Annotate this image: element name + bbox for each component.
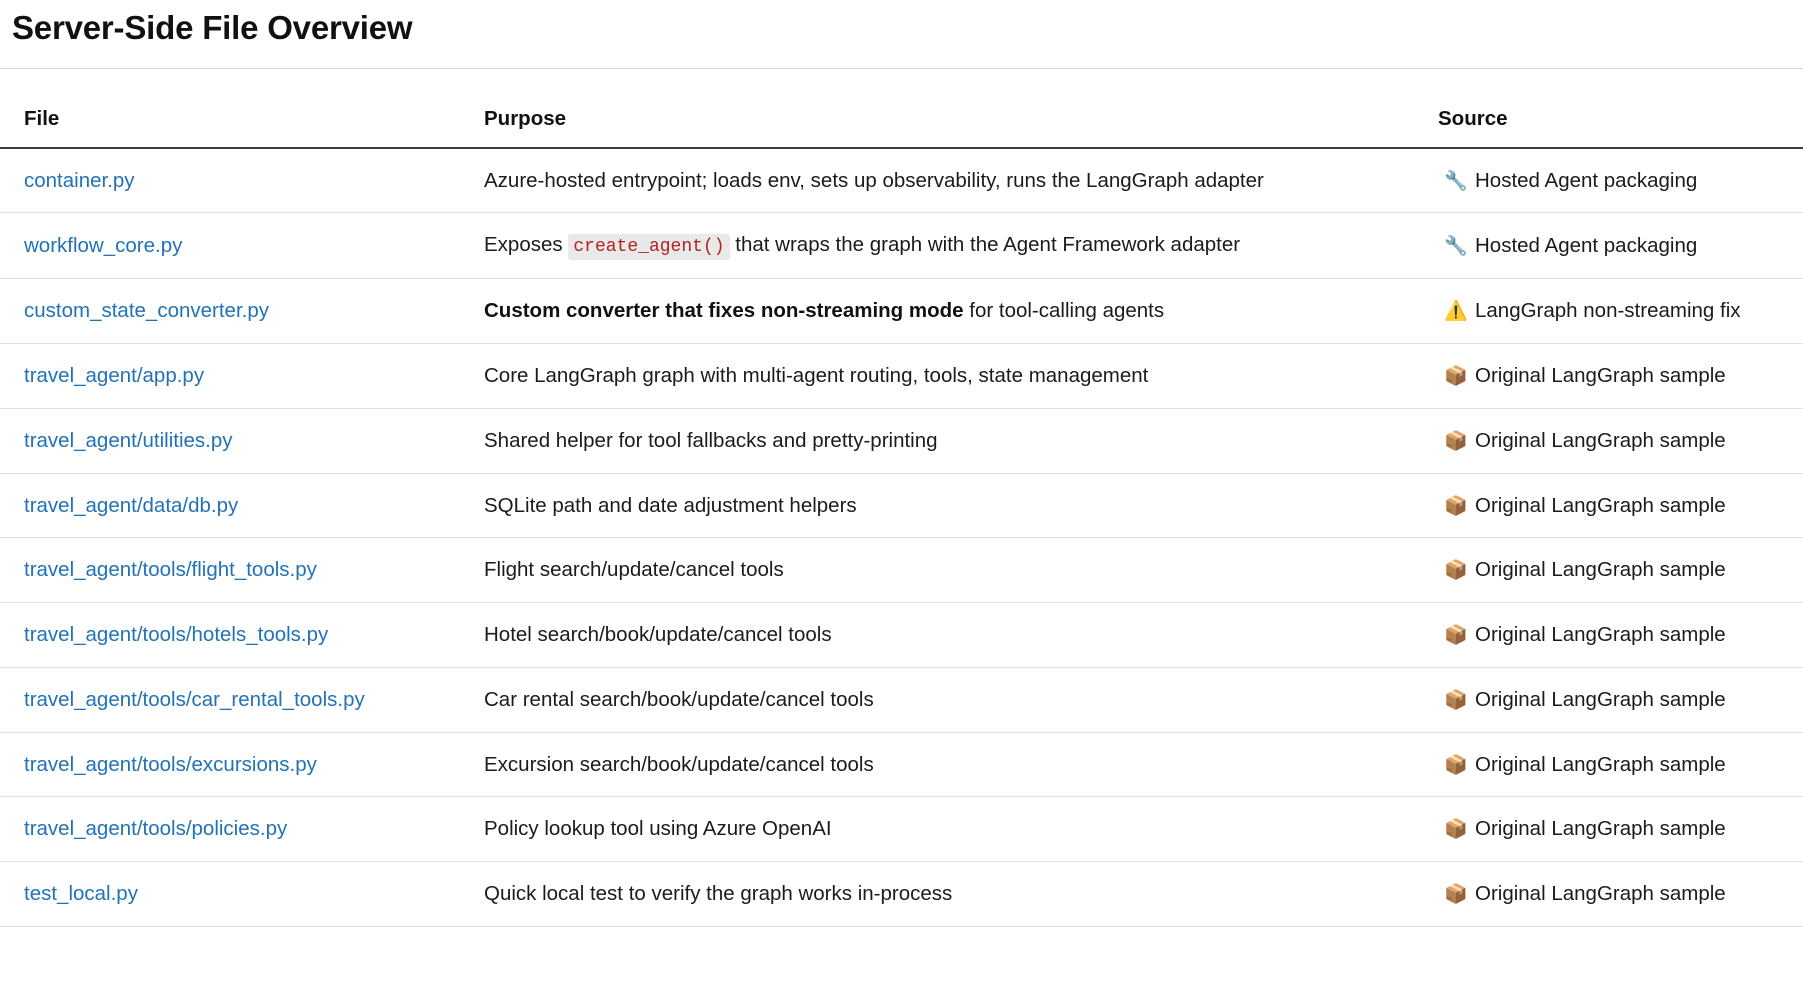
file-link[interactable]: travel_agent/data/db.py — [24, 493, 239, 517]
column-header-source: Source — [1420, 69, 1803, 148]
file-link[interactable]: travel_agent/tools/car_rental_tools.py — [24, 687, 365, 711]
source-cell — [1420, 797, 1803, 862]
file-link[interactable]: container.py — [24, 168, 135, 192]
file-cell — [0, 667, 460, 732]
page-title: Server-Side File Overview — [12, 9, 413, 46]
source-label: Original LangGraph sample — [1475, 687, 1726, 711]
purpose-cell — [460, 797, 1420, 862]
table-row — [0, 408, 1803, 473]
source-cell — [1420, 538, 1803, 603]
source-label: Hosted Agent packaging — [1475, 168, 1698, 192]
wrench-icon: 🔧 — [1444, 170, 1468, 192]
purpose-text: Core LangGraph graph with multi-agent routing, tools, state management — [484, 364, 1149, 388]
file-cell — [0, 732, 460, 797]
source-label: Original LangGraph sample — [1475, 752, 1726, 776]
column-header-purpose: Purpose — [460, 69, 1420, 148]
package-icon: 📦 — [1444, 430, 1468, 452]
purpose-cell — [460, 538, 1420, 603]
table-row — [0, 732, 1803, 797]
source-cell — [1420, 279, 1803, 344]
purpose-cell — [460, 148, 1420, 213]
source-cell — [1420, 344, 1803, 409]
source-label: Original LangGraph sample — [1475, 623, 1726, 647]
source-label: Original LangGraph sample — [1475, 882, 1726, 906]
source-cell — [1420, 148, 1803, 213]
purpose-cell — [460, 732, 1420, 797]
file-cell — [0, 797, 460, 862]
package-icon: 📦 — [1444, 366, 1468, 388]
purpose-text: Exposes — [484, 233, 563, 257]
package-icon: 📦 — [1444, 754, 1468, 776]
source-cell — [1420, 408, 1803, 473]
file-cell — [0, 538, 460, 603]
file-link[interactable]: travel_agent/tools/hotels_tools.py — [24, 623, 329, 647]
package-icon: 📦 — [1444, 689, 1468, 711]
purpose-cell — [460, 213, 1420, 279]
file-link[interactable]: workflow_core.py — [24, 233, 183, 257]
purpose-cell — [460, 667, 1420, 732]
table-row — [0, 148, 1803, 213]
table-row — [0, 279, 1803, 344]
column-header-file: File — [0, 69, 460, 148]
purpose-cell — [460, 603, 1420, 668]
table-header-row — [0, 69, 1803, 148]
purpose-text: Quick local test to verify the graph works in-process — [484, 882, 953, 906]
source-label: Original LangGraph sample — [1475, 493, 1726, 517]
purpose-cell — [460, 473, 1420, 538]
source-cell — [1420, 213, 1803, 279]
file-link[interactable]: travel_agent/tools/flight_tools.py — [24, 558, 317, 582]
purpose-text: for tool-calling agents — [969, 299, 1165, 323]
file-link[interactable]: travel_agent/tools/policies.py — [24, 817, 288, 841]
purpose-cell — [460, 408, 1420, 473]
file-cell — [0, 279, 460, 344]
file-link[interactable]: custom_state_converter.py — [24, 299, 269, 323]
package-icon: 📦 — [1444, 819, 1468, 841]
file-cell — [0, 213, 460, 279]
source-cell — [1420, 667, 1803, 732]
inline-code: create_agent() — [568, 234, 729, 260]
file-cell — [0, 148, 460, 213]
purpose-cell — [460, 862, 1420, 927]
source-cell — [1420, 473, 1803, 538]
purpose-text: Shared helper for tool fallbacks and pretty-printing — [484, 428, 938, 452]
source-label: Original LangGraph sample — [1475, 364, 1726, 388]
file-link[interactable]: travel_agent/utilities.py — [24, 428, 233, 452]
source-label: Original LangGraph sample — [1475, 558, 1726, 582]
table-row — [0, 797, 1803, 862]
purpose-cell — [460, 279, 1420, 344]
file-cell — [0, 862, 460, 927]
purpose-cell — [460, 344, 1420, 409]
table-row — [0, 667, 1803, 732]
table-row — [0, 603, 1803, 668]
wrench-icon: 🔧 — [1444, 235, 1468, 257]
package-icon: 📦 — [1444, 625, 1468, 647]
purpose-text: Car rental search/book/update/cancel tools — [484, 687, 874, 711]
purpose-text-tail: that wraps the graph with the Agent Framework adapter — [735, 233, 1241, 257]
warning-icon: ⚠️ — [1444, 301, 1468, 323]
file-overview-table — [0, 69, 1803, 927]
table-row — [0, 538, 1803, 603]
file-link[interactable]: travel_agent/tools/excursions.py — [24, 752, 317, 776]
file-cell — [0, 603, 460, 668]
source-label: Original LangGraph sample — [1475, 428, 1726, 452]
purpose-text: Azure-hosted entrypoint; loads env, sets up observability, runs the LangGraph adapter — [484, 168, 1264, 192]
source-cell — [1420, 603, 1803, 668]
source-label: Hosted Agent packaging — [1475, 233, 1698, 257]
purpose-bold-text: Custom converter that fixes non-streaming mode — [484, 299, 964, 323]
purpose-text: Flight search/update/cancel tools — [484, 558, 784, 582]
table-row — [0, 213, 1803, 279]
file-cell — [0, 408, 460, 473]
source-cell — [1420, 862, 1803, 927]
purpose-text: Policy lookup tool using Azure OpenAI — [484, 817, 832, 841]
source-cell — [1420, 732, 1803, 797]
purpose-text: Excursion search/book/update/cancel tools — [484, 752, 874, 776]
table-row — [0, 473, 1803, 538]
source-label: Original LangGraph sample — [1475, 817, 1726, 841]
source-label: LangGraph non-streaming fix — [1475, 299, 1741, 323]
table-header — [0, 69, 1803, 148]
table-row — [0, 862, 1803, 927]
file-link[interactable]: travel_agent/app.py — [24, 364, 205, 388]
file-cell — [0, 344, 460, 409]
package-icon: 📦 — [1444, 560, 1468, 582]
file-cell — [0, 473, 460, 538]
file-link[interactable]: test_local.py — [24, 882, 138, 906]
package-icon: 📦 — [1444, 495, 1468, 517]
purpose-text: SQLite path and date adjustment helpers — [484, 493, 857, 517]
package-icon: 📦 — [1444, 884, 1468, 906]
purpose-text: Hotel search/book/update/cancel tools — [484, 623, 832, 647]
table-body — [0, 148, 1803, 927]
table-row — [0, 344, 1803, 409]
